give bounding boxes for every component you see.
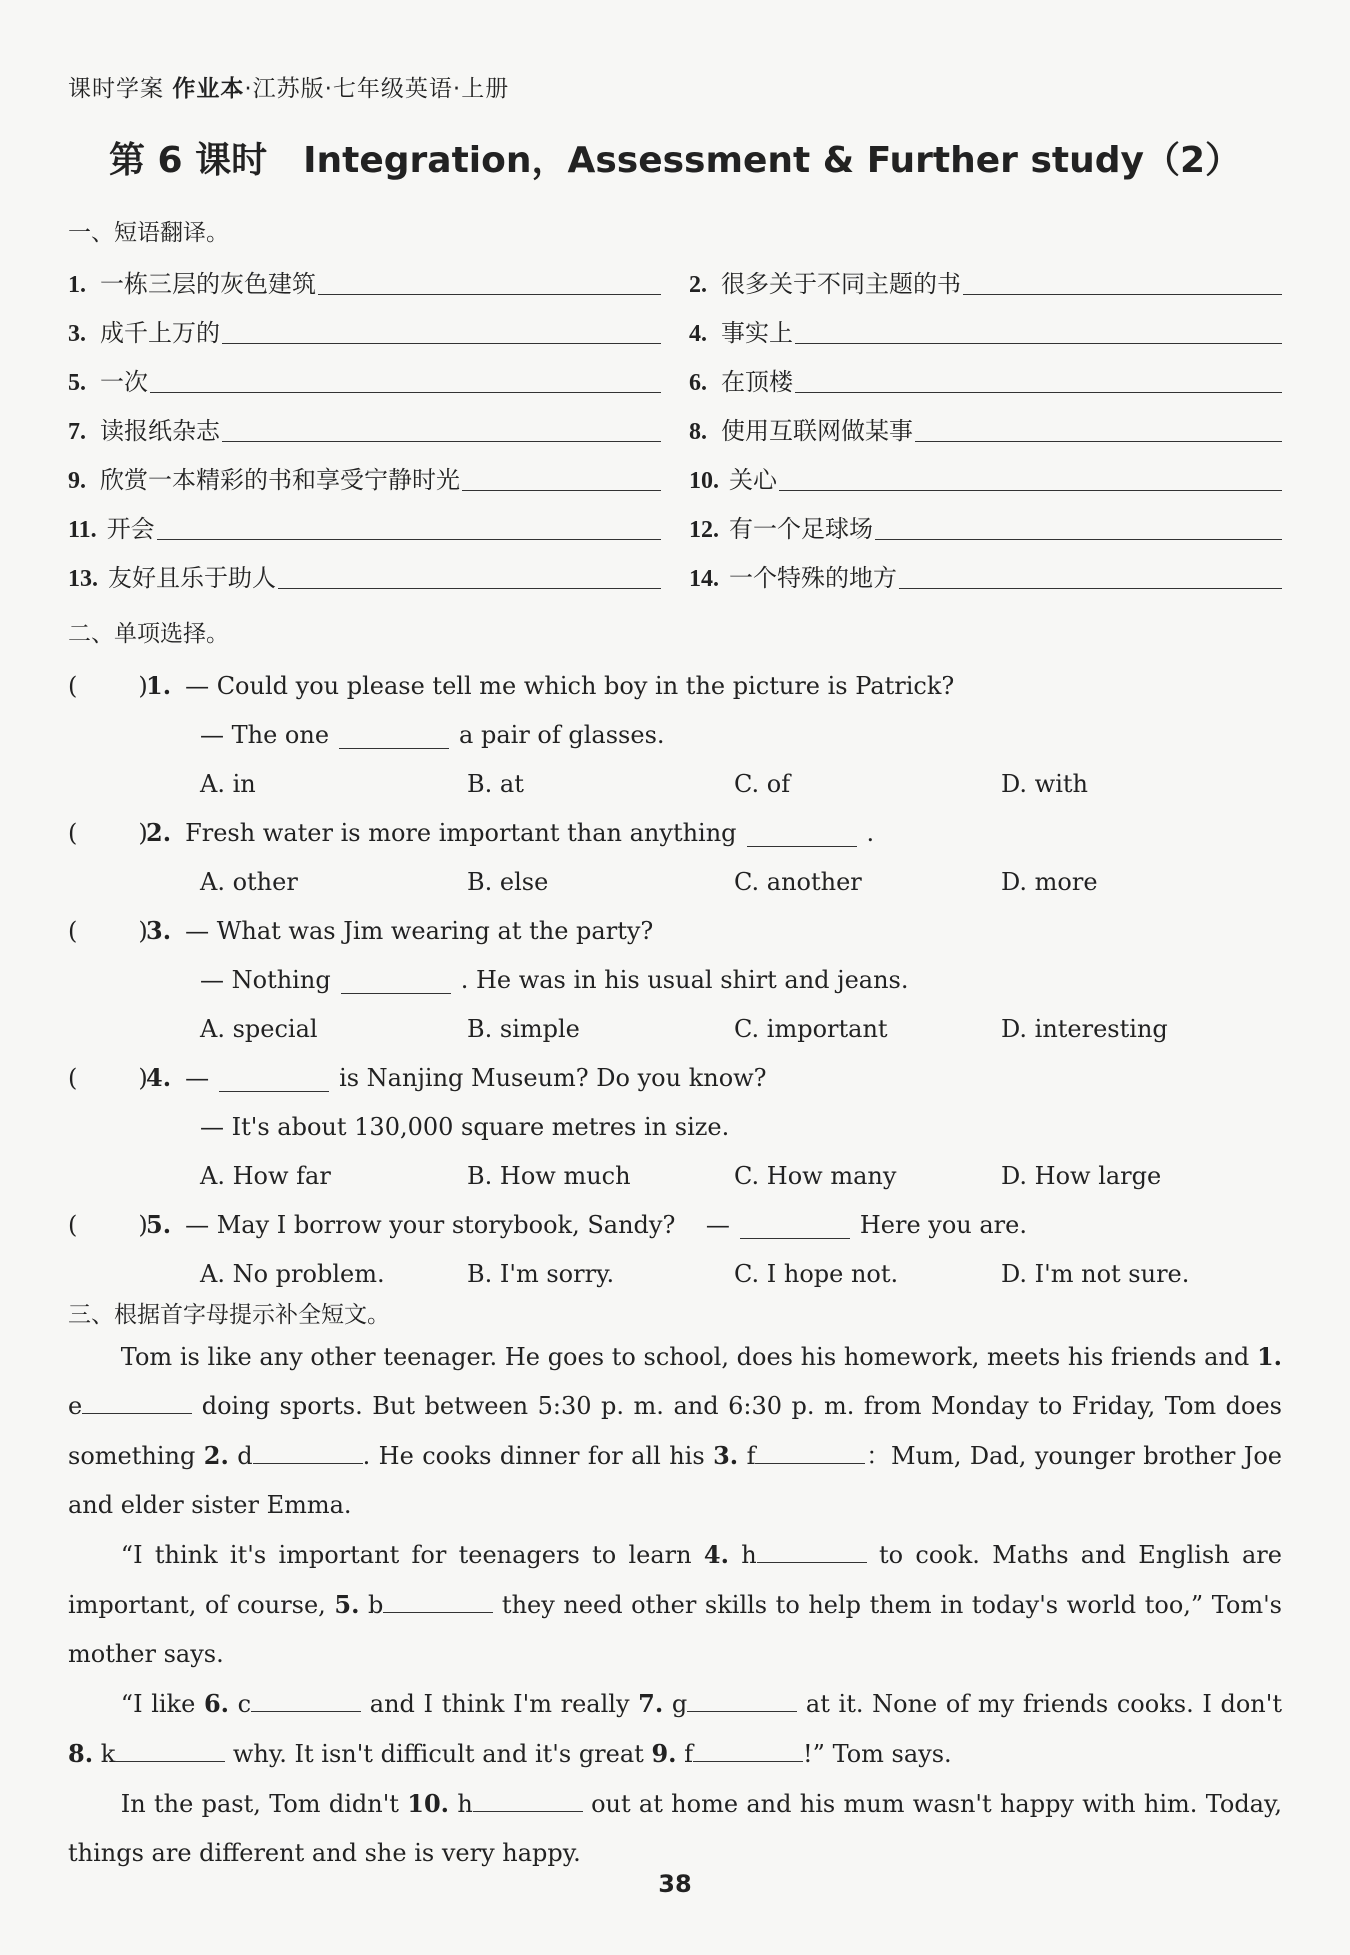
question-5	[68, 1190, 1282, 1239]
passage-text: . He cooks dinner for all his	[362, 1442, 714, 1470]
question-text: — The one	[200, 721, 330, 749]
question-text: a pair of glasses.	[459, 721, 665, 749]
passage-text: they need other skills to help them in today's world too,” Tom's mother says.	[68, 1591, 1282, 1668]
answer-blank[interactable]	[687, 1689, 797, 1712]
phrase-item	[689, 348, 1282, 397]
question-4	[68, 1043, 1282, 1092]
option-d[interactable]: D. more	[1001, 868, 1098, 896]
passage-text: !” Tom says.	[803, 1740, 952, 1768]
phrase-text: 开会	[106, 515, 155, 543]
phrase-item	[68, 348, 661, 397]
question-text: Here you are.	[859, 1211, 1027, 1239]
first-letter: f	[746, 1442, 756, 1470]
item-number: 4.	[689, 321, 707, 347]
blank-number: 9.	[651, 1739, 677, 1768]
answer-blank[interactable]	[82, 1391, 192, 1414]
option-b[interactable]: B. How much	[467, 1162, 631, 1190]
phrase-text: 成千上万的	[100, 319, 220, 347]
phrase-text: 一栋三层的灰色建筑	[100, 270, 316, 298]
phrase-text: 一个特殊的地方	[729, 564, 897, 592]
first-letter: h	[457, 1790, 473, 1818]
answer-bracket[interactable]: ( )	[68, 819, 148, 847]
passage-paragraph-1	[68, 1332, 1282, 1530]
book-header	[68, 70, 1282, 106]
question-number: 4.	[146, 1063, 172, 1092]
phrase-item	[689, 446, 1282, 495]
option-b[interactable]: B. I'm sorry.	[467, 1260, 615, 1288]
item-number: 14.	[689, 566, 719, 592]
option-d[interactable]: D. interesting	[1001, 1015, 1168, 1043]
question-stem: — May I borrow your storybook, Sandy? —	[185, 1211, 730, 1239]
phrase-text: 友好且乐于助人	[108, 564, 276, 592]
question-stem: — What was Jim wearing at the party?	[185, 917, 654, 945]
phrase-text: 在顶楼	[721, 368, 793, 396]
passage-paragraph-4	[68, 1779, 1282, 1878]
option-b[interactable]: B. at	[467, 770, 524, 798]
question-4-line2	[68, 1092, 1282, 1141]
phrase-item	[68, 299, 661, 348]
answer-line[interactable]	[795, 343, 1282, 344]
blank-number: 3.	[713, 1441, 739, 1470]
first-letter: k	[100, 1740, 116, 1768]
item-number: 5.	[68, 370, 86, 396]
option-c[interactable]: C. I hope not.	[734, 1260, 899, 1288]
item-number: 7.	[68, 419, 86, 445]
item-number: 11.	[68, 517, 97, 543]
option-a[interactable]: A. other	[200, 868, 298, 896]
passage-text: In the past, Tom didn't	[120, 1790, 408, 1818]
blank-number: 4.	[703, 1540, 729, 1569]
answer-line[interactable]	[875, 539, 1282, 540]
question-number: 1.	[146, 671, 172, 700]
phrase-text: 事实上	[721, 319, 793, 347]
passage-text: and I think I'm really	[361, 1690, 639, 1718]
option-c[interactable]: C. important	[734, 1015, 888, 1043]
answer-bracket[interactable]: ( )	[68, 1064, 148, 1092]
answer-bracket[interactable]: ( )	[68, 917, 148, 945]
question-3-line2	[68, 945, 1282, 994]
passage-text: ：Mum, Dad, younger brother Joe and elder sister Emma.	[68, 1442, 1282, 1519]
option-a[interactable]: A. How far	[200, 1162, 331, 1190]
item-number: 9.	[68, 468, 86, 494]
passage-text: “I think it's important for teenagers to learn	[120, 1541, 704, 1569]
first-letter: e	[68, 1392, 83, 1420]
header-left: 课时学案	[68, 76, 164, 102]
question-text: is Nanjing Museum? Do you know?	[339, 1064, 767, 1092]
phrase-text: 读报纸杂志	[100, 417, 220, 445]
phrase-translation-grid	[68, 250, 1282, 593]
section-heading-1: 一、短语翻译。	[68, 220, 229, 246]
option-d[interactable]: D. I'm not sure.	[1001, 1260, 1190, 1288]
passage-text: out at home and his mum wasn't happy with him. Today, things are different and she is very happy.	[68, 1790, 1282, 1867]
option-b[interactable]: B. else	[467, 868, 549, 896]
question-text: .	[866, 819, 875, 847]
options-1	[68, 749, 1282, 798]
lesson-number: 第 6 课时	[109, 140, 268, 181]
answer-line[interactable]	[462, 490, 661, 491]
question-stem: Fresh water is more important than anything	[185, 819, 737, 847]
options-2	[68, 847, 1282, 896]
answer-blank[interactable]	[383, 1590, 493, 1613]
passage-text: why. It isn't difficult and it's great	[225, 1740, 652, 1768]
answer-blank[interactable]	[341, 971, 451, 994]
section-heading-2: 二、单项选择。	[68, 621, 229, 647]
question-3	[68, 896, 1282, 945]
blank-number: 5.	[334, 1590, 360, 1619]
header-rest: ·江苏版·七年级英语·上册	[244, 76, 510, 102]
section-heading-3: 三、根据首字母提示补全短文。	[68, 1302, 390, 1328]
option-d[interactable]: D. with	[1001, 770, 1088, 798]
answer-line[interactable]	[222, 343, 661, 344]
phrase-item	[689, 397, 1282, 446]
item-number: 6.	[689, 370, 707, 396]
page-number: 38	[658, 1870, 692, 1898]
answer-line[interactable]	[899, 588, 1282, 589]
blank-number: 2.	[203, 1441, 229, 1470]
answer-line[interactable]	[222, 441, 661, 442]
answer-line[interactable]	[278, 588, 661, 589]
option-a[interactable]: A. special	[200, 1015, 318, 1043]
answer-bracket[interactable]: ( )	[68, 1211, 148, 1239]
answer-blank[interactable]	[219, 1069, 329, 1092]
phrase-item	[68, 446, 661, 495]
phrase-item	[68, 250, 661, 299]
passage-text: Tom is like any other teenager. He goes to school, does his homework, meets his friends and	[120, 1343, 1257, 1371]
blank-number: 6.	[203, 1689, 230, 1718]
question-stem: —	[185, 1064, 210, 1092]
answer-blank[interactable]	[473, 1789, 583, 1812]
item-number: 1.	[68, 272, 86, 298]
blank-number: 8.	[68, 1739, 94, 1768]
question-number: 3.	[146, 916, 172, 945]
item-number: 13.	[68, 566, 98, 592]
question-1-line2	[68, 700, 1282, 749]
item-number: 8.	[689, 419, 707, 445]
phrase-item	[689, 250, 1282, 299]
passage-text: at it. None of my friends cooks. I don't	[797, 1690, 1282, 1718]
phrase-text: 欣赏一本精彩的书和享受宁静时光	[100, 466, 460, 494]
phrase-text: 关心	[729, 466, 777, 494]
phrase-text: 很多关于不同主题的书	[721, 270, 961, 298]
options-4	[68, 1141, 1282, 1190]
phrase-item	[68, 495, 661, 544]
options-5	[68, 1239, 1282, 1288]
passage-text: doing sports. But between 5:30 p. m. and 6:30 p. m. from Monday to Friday, Tom does something	[68, 1392, 1282, 1470]
answer-line[interactable]	[915, 441, 1282, 442]
answer-blank[interactable]	[693, 1739, 803, 1762]
answer-blank[interactable]	[755, 1441, 865, 1464]
option-c[interactable]: C. of	[734, 770, 791, 798]
phrase-text: 有一个足球场	[729, 515, 873, 543]
question-text: . He was in his usual shirt and jeans.	[460, 966, 909, 994]
answer-line[interactable]	[963, 294, 1282, 295]
option-a[interactable]: A. No problem.	[200, 1260, 385, 1288]
blank-number: 7.	[638, 1689, 664, 1718]
passage-paragraph-3	[68, 1679, 1282, 1779]
answer-line[interactable]	[150, 392, 661, 393]
item-number: 10.	[689, 468, 719, 494]
phrase-item	[689, 299, 1282, 348]
first-letter: f	[684, 1740, 694, 1768]
option-b[interactable]: B. simple	[467, 1015, 580, 1043]
passage-text: to cook. Maths and English are important, of course,	[68, 1541, 1282, 1619]
answer-blank[interactable]	[253, 1441, 363, 1464]
answer-bracket[interactable]: ( )	[68, 672, 148, 700]
phrase-item	[689, 495, 1282, 544]
passage-paragraph-2	[68, 1530, 1282, 1679]
phrase-item	[68, 544, 661, 593]
answer-blank[interactable]	[339, 726, 449, 749]
header-bold: 作业本	[172, 76, 245, 102]
options-3	[68, 994, 1282, 1043]
answer-blank[interactable]	[740, 1216, 850, 1239]
lesson-topic: Integration，Assessment & Further study（2）	[303, 140, 1241, 181]
question-text: — Nothing	[200, 966, 331, 994]
first-letter: h	[741, 1541, 757, 1569]
phrase-text: 使用互联网做某事	[721, 417, 913, 445]
item-number: 12.	[689, 517, 719, 543]
first-letter: c	[237, 1690, 252, 1718]
question-1	[68, 651, 1282, 700]
question-number: 2.	[146, 818, 172, 847]
first-letter: b	[368, 1591, 384, 1619]
blank-number: 10.	[407, 1789, 450, 1818]
question-text: — It's about 130,000 square metres in size.	[200, 1113, 730, 1141]
first-letter: g	[671, 1690, 688, 1718]
answer-line[interactable]	[795, 392, 1282, 393]
answer-blank[interactable]	[757, 1540, 867, 1563]
answer-line[interactable]	[157, 539, 661, 540]
phrase-text: 一次	[100, 368, 148, 396]
blank-number: 1.	[1256, 1342, 1282, 1371]
answer-blank[interactable]	[115, 1739, 225, 1762]
answer-blank[interactable]	[747, 824, 857, 847]
first-letter: d	[237, 1442, 253, 1470]
answer-blank[interactable]	[251, 1689, 361, 1712]
item-number: 2.	[689, 272, 707, 298]
question-stem: — Could you please tell me which boy in the picture is Patrick?	[185, 672, 955, 700]
option-c[interactable]: C. How many	[734, 1162, 897, 1190]
item-number: 3.	[68, 321, 86, 347]
lesson-title	[68, 132, 1282, 192]
option-c[interactable]: C. another	[734, 868, 862, 896]
passage-text: “I like	[120, 1690, 204, 1718]
option-d[interactable]: D. How large	[1001, 1162, 1162, 1190]
option-a[interactable]: A. in	[200, 770, 256, 798]
answer-line[interactable]	[779, 490, 1282, 491]
question-2	[68, 798, 1282, 847]
question-number: 5.	[146, 1210, 172, 1239]
answer-line[interactable]	[318, 294, 661, 295]
phrase-item	[689, 544, 1282, 593]
phrase-item	[68, 397, 661, 446]
